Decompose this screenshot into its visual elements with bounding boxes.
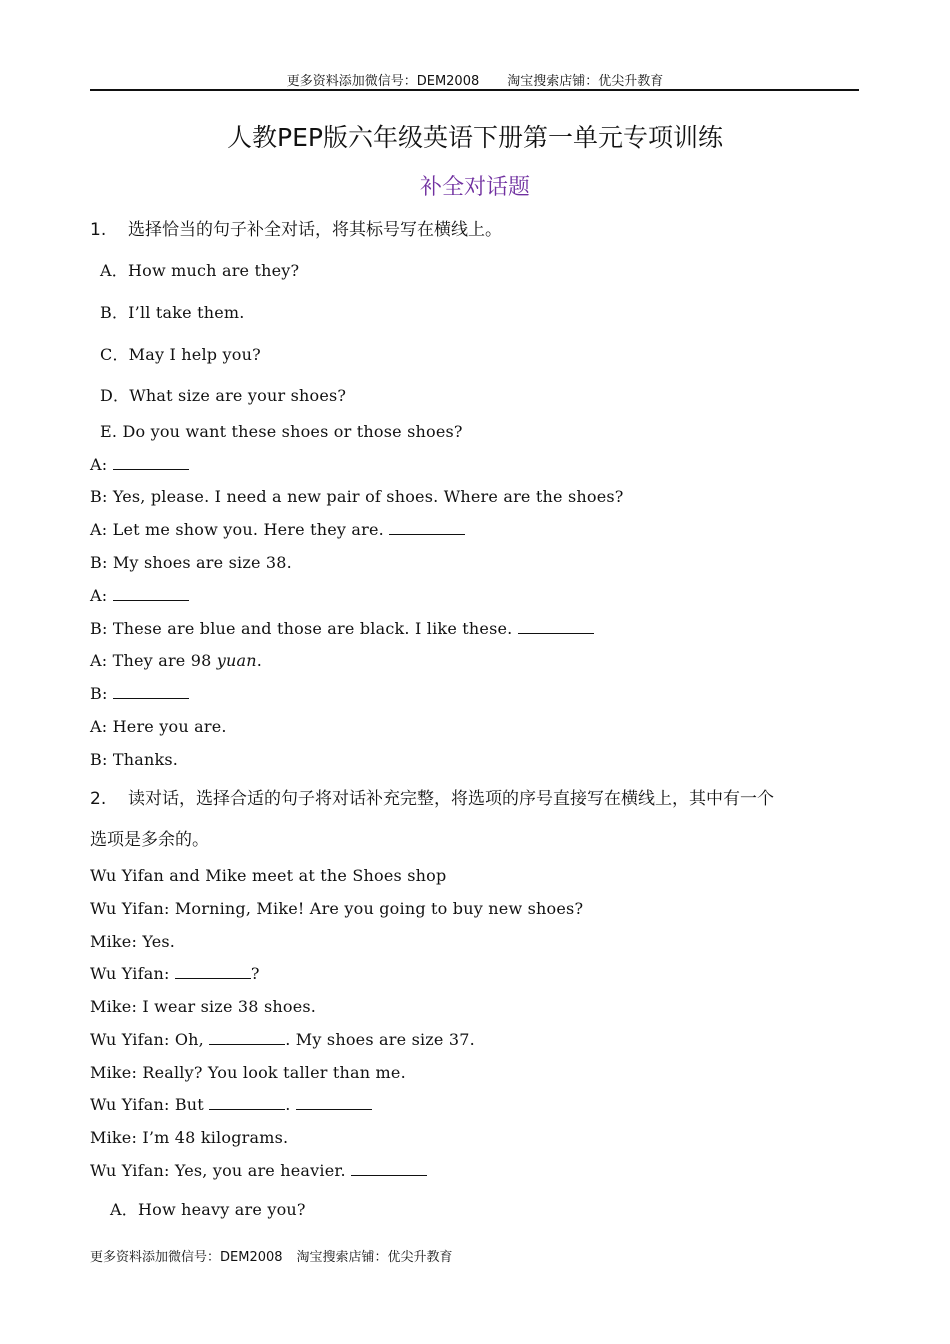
q1-line-5-text: A: xyxy=(90,586,113,605)
q2-dialogue-line-8 xyxy=(90,1095,372,1114)
question-2-text-line-1: 读对话，选择合适的句子将对话补充完整，将选项的序号直接写在横线上，其中有一个 xyxy=(128,789,774,809)
q1-option-b: B．I’ll take them. xyxy=(100,303,245,322)
question-1-number: 1. xyxy=(90,220,107,240)
q2-dialogue-line-6 xyxy=(90,1030,475,1049)
q2-dialogue-line-3: Mike: Yes. xyxy=(90,932,176,951)
question-1-instruction xyxy=(90,215,502,240)
q1-dialogue-line-2: B: Yes, please. I need a new pair of shoes. Where are the shoes? xyxy=(90,487,624,506)
q1-line-7-period: . xyxy=(256,651,263,670)
q1-option-a: A．How much are they? xyxy=(100,261,300,280)
question-2-number: 2. xyxy=(90,789,107,809)
answer-blank[interactable] xyxy=(209,1030,285,1045)
q1-dialogue-line-6 xyxy=(90,619,594,638)
q2-line-6-end: . My shoes are size 37. xyxy=(285,1030,475,1049)
q1-dialogue-line-7 xyxy=(90,651,262,670)
q1-dialogue-line-4: B: My shoes are size 38. xyxy=(90,553,292,572)
question-2-instruction xyxy=(90,784,774,809)
question-2-text-line-2: 选项是多余的。 xyxy=(90,830,209,850)
q1-option-c: C．May I help you? xyxy=(100,345,261,364)
q1-dialogue-line-3 xyxy=(90,520,465,539)
q1-dialogue-line-5 xyxy=(90,586,189,605)
q1-dialogue-line-9: A: Here you are. xyxy=(90,717,227,736)
q2-line-4-text: Wu Yifan: xyxy=(90,964,175,983)
section-subtitle: 补全对话题 xyxy=(419,175,530,200)
q2-line-8-text: Wu Yifan: But xyxy=(90,1095,210,1114)
q1-option-e: E. Do you want these shoes or those shoes? xyxy=(100,422,463,441)
q2-dialogue-line-4 xyxy=(90,964,260,983)
q1-line-6-text: B: These are blue and those are black. I like these. xyxy=(90,619,518,638)
footer-shop-text: 淘宝搜索店铺：优尖升教育 xyxy=(296,1250,453,1265)
answer-blank[interactable] xyxy=(518,619,594,634)
q1-dialogue-line-10: B: Thanks. xyxy=(90,750,179,769)
q1-line-3-text: A: Let me show you. Here they are. xyxy=(90,520,390,539)
answer-blank[interactable] xyxy=(113,684,189,699)
answer-blank[interactable] xyxy=(209,1095,285,1110)
page-header xyxy=(0,70,950,89)
answer-blank[interactable] xyxy=(351,1161,427,1176)
q2-line-6-text: Wu Yifan: Oh, xyxy=(90,1030,210,1049)
q2-dialogue-line-7: Mike: Really? You look taller than me. xyxy=(90,1063,406,1082)
q1-line-7-text: A: They are 98 xyxy=(90,651,217,670)
header-divider xyxy=(90,89,859,91)
q2-line-10-text: Wu Yifan: Yes, you are heavier. xyxy=(90,1161,352,1180)
page-title: 人教PEP版六年级英语下册第一单元专项训练 xyxy=(227,123,723,152)
footer-wechat-text: 更多资料添加微信号：DEM2008 xyxy=(90,1250,283,1265)
header-wechat-text: 更多资料添加微信号：DEM2008 xyxy=(286,74,480,89)
q2-dialogue-line-2: Wu Yifan: Morning, Mike! Are you going to buy new shoes? xyxy=(90,899,584,918)
q2-line-4-end: ? xyxy=(250,964,260,983)
q2-option-a: A．How heavy are you? xyxy=(110,1200,306,1219)
q1-line-8-text: B: xyxy=(90,684,113,703)
header-shop-text: 淘宝搜索店铺：优尖升教育 xyxy=(507,74,664,89)
q2-dialogue-line-5: Mike: I wear size 38 shoes. xyxy=(90,997,317,1016)
answer-blank[interactable] xyxy=(296,1095,372,1110)
q1-line-7-currency: yuan xyxy=(216,651,257,670)
q2-dialogue-line-1: Wu Yifan and Mike meet at the Shoes shop xyxy=(90,866,447,885)
answer-blank[interactable] xyxy=(113,455,189,470)
q1-line-1-text: A: xyxy=(90,455,113,474)
question-1-text: 选择恰当的句子补全对话，将其标号写在横线上。 xyxy=(128,220,502,240)
q2-line-8-sep: . xyxy=(285,1095,296,1114)
answer-blank[interactable] xyxy=(389,520,465,535)
answer-blank[interactable] xyxy=(175,964,251,979)
page-footer xyxy=(90,1246,453,1265)
answer-blank[interactable] xyxy=(113,586,189,601)
q2-dialogue-line-9: Mike: I’m 48 kilograms. xyxy=(90,1128,289,1147)
q1-dialogue-line-8 xyxy=(90,684,189,703)
q1-option-d: D．What size are your shoes? xyxy=(100,386,347,405)
q1-dialogue-line-1 xyxy=(90,455,189,474)
q2-dialogue-line-10 xyxy=(90,1161,427,1180)
